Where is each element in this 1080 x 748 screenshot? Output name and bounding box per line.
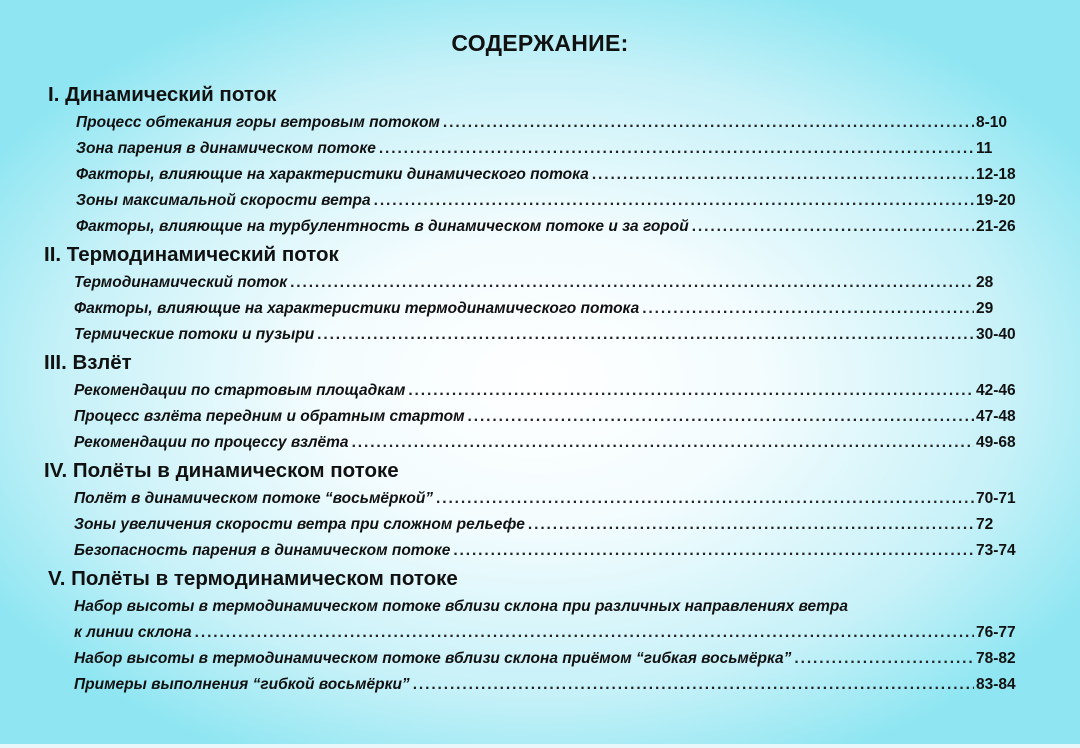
section-heading: I. Динамический поток	[48, 83, 277, 106]
toc-entry	[76, 214, 1034, 240]
dot-leader	[592, 162, 974, 188]
dot-leader	[794, 646, 974, 672]
entry-label: к линии склона	[74, 624, 192, 641]
dot-leader	[195, 620, 974, 646]
section-heading: III. Взлёт	[44, 351, 132, 374]
entry-label: Факторы, влияющие на характеристики термодинамического потока	[74, 300, 640, 317]
entry-pages: 78-82	[976, 650, 1016, 667]
toc-entry	[74, 296, 1034, 322]
entry-label: Зоны максимальной скорости ветра	[76, 192, 371, 209]
toc-entry	[76, 188, 1034, 214]
dot-leader	[379, 136, 974, 162]
dot-leader	[408, 378, 974, 404]
entry-label: Зона парения в динамическом потоке	[76, 140, 376, 157]
entry-pages: 28	[976, 274, 994, 291]
dot-leader	[443, 110, 974, 136]
entry-label: Процесс взлёта передним и обратным стартом	[74, 408, 465, 425]
toc-entry	[74, 486, 1034, 512]
section-heading: V. Полёты в термодинамическом потоке	[48, 567, 458, 590]
entry-pages: 8-10	[976, 114, 1008, 131]
section-heading: II. Термодинамический поток	[44, 243, 339, 266]
dot-leader	[436, 486, 974, 512]
entry-pages: 42-46	[976, 382, 1016, 399]
toc-entry	[74, 404, 1034, 430]
entry-pages: 19-20	[976, 192, 1016, 209]
bottom-divider	[0, 744, 1080, 748]
dot-leader	[453, 538, 974, 564]
entry-label: Факторы, влияющие на турбулентность в динамическом потоке и за горой	[76, 218, 689, 235]
entry-pages: 11	[976, 140, 993, 157]
entry-label: Термические потоки и пузыри	[74, 326, 315, 343]
entry-pages: 76-77	[976, 624, 1016, 641]
toc-section-3	[44, 348, 1034, 456]
entry-label: Примеры выполнения “гибкой восьмёрки”	[74, 676, 410, 693]
toc-entry	[74, 672, 1034, 698]
dot-leader	[352, 430, 974, 456]
entry-pages: 21-26	[976, 218, 1016, 235]
toc-entry	[74, 538, 1034, 564]
entry-pages: 72	[976, 516, 994, 533]
toc-entry	[74, 322, 1034, 348]
toc-section-5	[44, 564, 1034, 698]
section-heading: IV. Полёты в динамическом потоке	[44, 459, 399, 482]
dot-leader	[290, 270, 974, 296]
toc-section-4	[44, 456, 1034, 564]
entry-label: Полёт в динамическом потоке “восьмёркой”	[74, 490, 434, 507]
toc-entry	[74, 270, 1034, 296]
entry-pages: 29	[976, 300, 994, 317]
toc-entry	[74, 378, 1034, 404]
entry-label: Рекомендации по процессу взлёта	[74, 434, 349, 451]
entry-label-line: Набор высоты в термодинамическом потоке вблизи склона при различных направлениях ветра	[74, 598, 848, 615]
toc-entry	[74, 620, 1034, 646]
dot-leader	[642, 296, 974, 322]
dot-leader	[317, 322, 974, 348]
dot-leader	[468, 404, 974, 430]
entry-label: Безопасность парения в динамическом потоке	[74, 542, 451, 559]
toc-entry	[74, 512, 1034, 538]
entry-pages: 70-71	[976, 490, 1016, 507]
toc-entry	[74, 430, 1034, 456]
toc-entry	[74, 646, 1034, 672]
toc-section-2	[44, 240, 1034, 348]
toc-entry	[76, 110, 1034, 136]
entry-label: Зоны увеличения скорости ветра при сложном рельефе	[74, 516, 525, 533]
dot-leader	[413, 672, 974, 698]
entry-label: Термодинамический поток	[74, 274, 288, 291]
entry-label: Рекомендации по стартовым площадкам	[74, 382, 406, 399]
dot-leader	[374, 188, 974, 214]
entry-pages: 49-68	[976, 434, 1016, 451]
toc-entry	[76, 136, 1034, 162]
entry-label: Процесс обтекания горы ветровым потоком	[76, 114, 440, 131]
entry-pages: 30-40	[976, 326, 1016, 343]
toc-section-1	[44, 80, 1034, 240]
entry-pages: 73-74	[976, 542, 1016, 559]
entry-label: Факторы, влияющие на характеристики динамического потока	[76, 166, 589, 183]
entry-pages: 12-18	[976, 166, 1016, 183]
entry-pages: 83-84	[976, 676, 1016, 693]
dot-leader	[528, 512, 974, 538]
entry-pages: 47-48	[976, 408, 1016, 425]
toc-entry	[76, 162, 1034, 188]
page-title: СОДЕРЖАНИЕ:	[451, 30, 629, 56]
table-of-contents	[44, 80, 1034, 698]
entry-label: Набор высоты в термодинамическом потоке вблизи склона приёмом “гибкая восьмёрка”	[74, 650, 792, 667]
dot-leader	[692, 214, 974, 240]
